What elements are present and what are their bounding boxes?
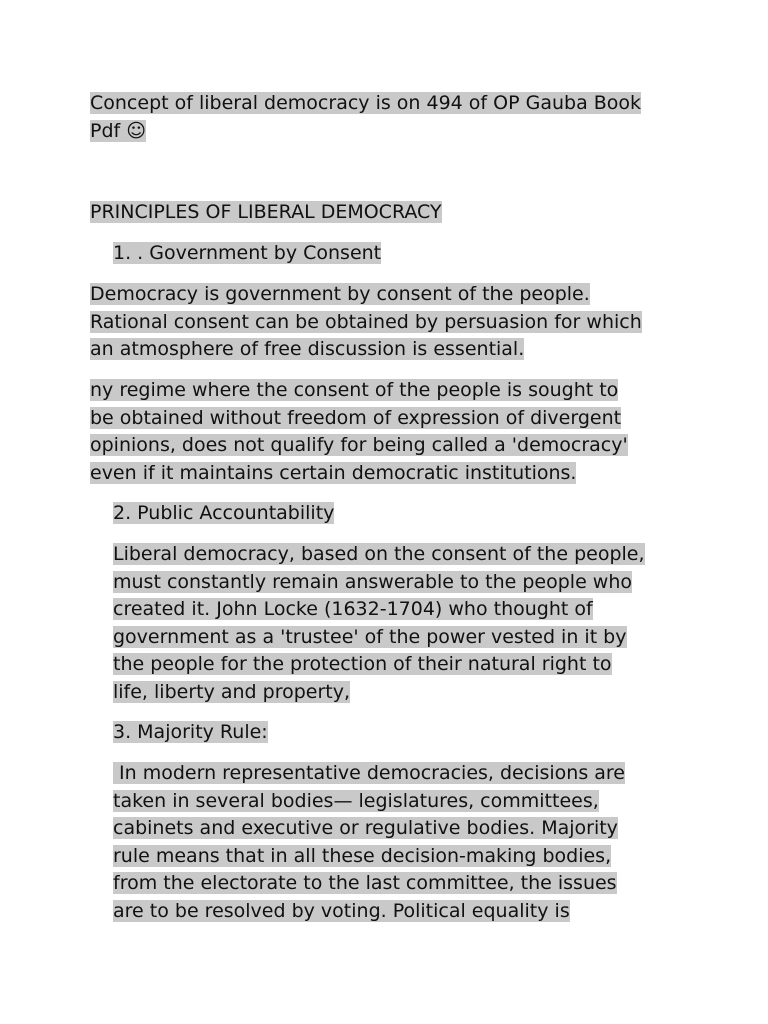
intro-paragraph xyxy=(90,90,690,145)
body-paragraph-2 xyxy=(90,377,690,487)
body-paragraph-4 xyxy=(113,760,683,925)
body-text-4: In modern representative democracies, decisions are taken in several bodies— legislatures, committees, cabinets and executive or regulative bodies. Majority rule means that in all these decision-making bodies, from the electorate to the last committee, the issues are to be resolved by voting. Political equality is xyxy=(113,762,625,922)
section-title-3: 3. Majority Rule: xyxy=(113,721,268,743)
body-text-2: ny regime where the consent of the people is sought to be obtained without freedom of expression of divergent opinions, does not qualify for being called a 'democracy' even if it maintains certain democratic institutions. xyxy=(90,379,628,484)
section-title-1: 1. . Government by Consent xyxy=(113,242,382,264)
intro-text: Concept of liberal democracy is on 494 of OP Gauba Book Pdf ☺ xyxy=(90,92,642,142)
heading-text: PRINCIPLES OF LIBERAL DEMOCRACY xyxy=(90,201,442,223)
body-paragraph-3 xyxy=(113,541,683,706)
document-heading xyxy=(90,199,690,227)
section-heading-3 xyxy=(113,719,683,747)
section-title-2: 2. Public Accountability xyxy=(113,502,335,524)
body-text-3: Liberal democracy, based on the consent of the people, must constantly remain answerable to the people who created it. John Locke (1632-1704) who thought of government as a 'trustee' of the power vested in it by the people for the protection of their natural right to life, liberty and property, xyxy=(113,543,645,703)
section-heading-1 xyxy=(113,240,683,268)
section-heading-2 xyxy=(113,500,683,528)
body-paragraph-1 xyxy=(90,281,690,364)
body-text-1: Democracy is government by consent of the people. Rational consent can be obtained by persuasion for which an atmosphere of free discussion is essential. xyxy=(90,283,642,360)
